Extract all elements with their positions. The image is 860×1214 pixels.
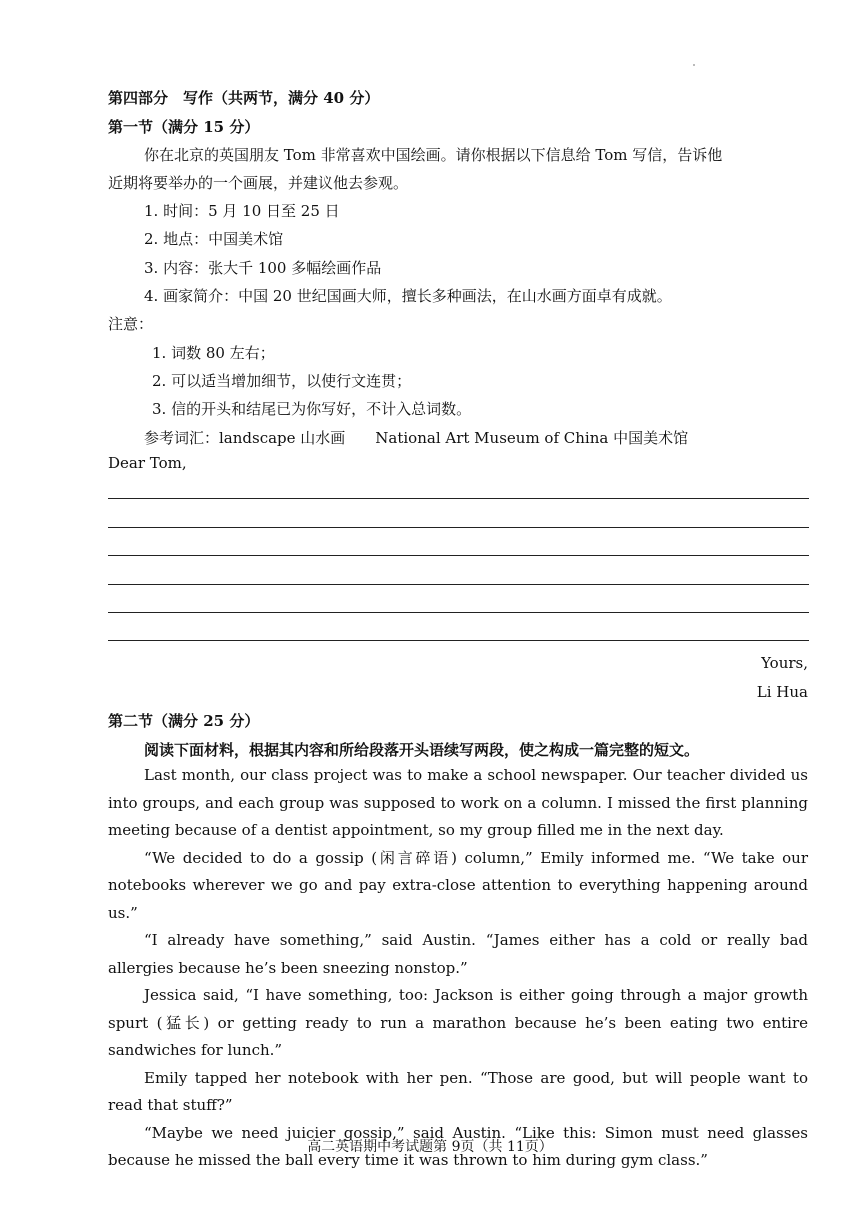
answer-line [108,555,809,556]
answer-line [108,612,809,613]
story-paragraph: Jessica said, “I have something, too: Jackson is either going through a major growth spurt (猛长) or getting ready to run a marathon because he’s been eating two entire sandwiches for lunch.” [108,986,808,1059]
story-paragraph: “Maybe we need juicier gossip,” said Austin. “Like this: Simon must need glasses because he missed the ball every time it was thrown to him during gym class.” [108,1123,808,1169]
answer-line [108,584,809,585]
info-item: 2. 地点：中国美术馆 [144,230,284,248]
page-footer: 高二英语期中考试题第 9页（共 11页） [307,1139,553,1155]
story-paragraph: Last month, our class project was to make a school newspaper. Our teacher divided us into groups, and each group was supposed to work on a column. I missed the first planning meeting because of a dentist appointment, so my group filled me in the next day. [108,766,808,839]
story-paragraph: “I already have something,” said Austin. “James either has a cold or really bad allergies because he’s been sneezing nonstop.” [108,931,808,977]
note-item: 2. 可以适当增加细节，以使行文连贯； [152,372,412,390]
story-text [108,762,808,1175]
part-heading: 第四部分 写作（共两节，满分 40 分） [108,89,380,107]
info-item: 1. 时间：5 月 10 日至 25 日 [144,202,340,220]
info-item: 3. 内容：张大千 100 多幅绘画作品 [144,259,382,277]
scan-speck [693,64,695,66]
answer-line [108,498,809,499]
story-paragraph: “We decided to do a gossip (闲言碎语) column,” Emily informed me. “We take our notebooks wherever we go and pay extra-close attention to everything happening around us.” [108,848,808,922]
letter-closing: Yours, [761,654,808,672]
vocab-reference: 参考词汇：landscape 山水画 National Art Museum of China 中国美术馆 [144,429,689,447]
answer-line [108,640,809,641]
section2-heading: 第二节（满分 25 分） [108,712,260,730]
answer-line [108,527,809,528]
note-item: 3. 信的开头和结尾已为你写好，不计入总词数。 [152,400,472,418]
story-paragraph: Emily tapped her notebook with her pen. “Those are good, but will people want to read that stuff?” [108,1068,808,1114]
section1-heading: 第一节（满分 15 分） [108,118,260,136]
section2-instruction: 阅读下面材料，根据其内容和所给段落开头语续写两段，使之构成一篇完整的短文。 [144,741,700,759]
letter-salutation: Dear Tom, [108,454,187,472]
notes-label: 注意： [108,315,154,333]
letter-signature: Li Hua [756,683,808,701]
note-item: 1. 词数 80 左右； [152,344,275,362]
section1-prompt-line1: 你在北京的英国朋友 Tom 非常喜欢中国绘画。请你根据以下信息给 Tom 写信，告诉他 [144,146,723,164]
info-item: 4. 画家简介：中国 20 世纪国画大师，擅长多种画法，在山水画方面卓有成就。 [144,287,672,305]
section1-prompt-line2: 近期将要举办的一个画展，并建议他去参观。 [108,174,409,192]
